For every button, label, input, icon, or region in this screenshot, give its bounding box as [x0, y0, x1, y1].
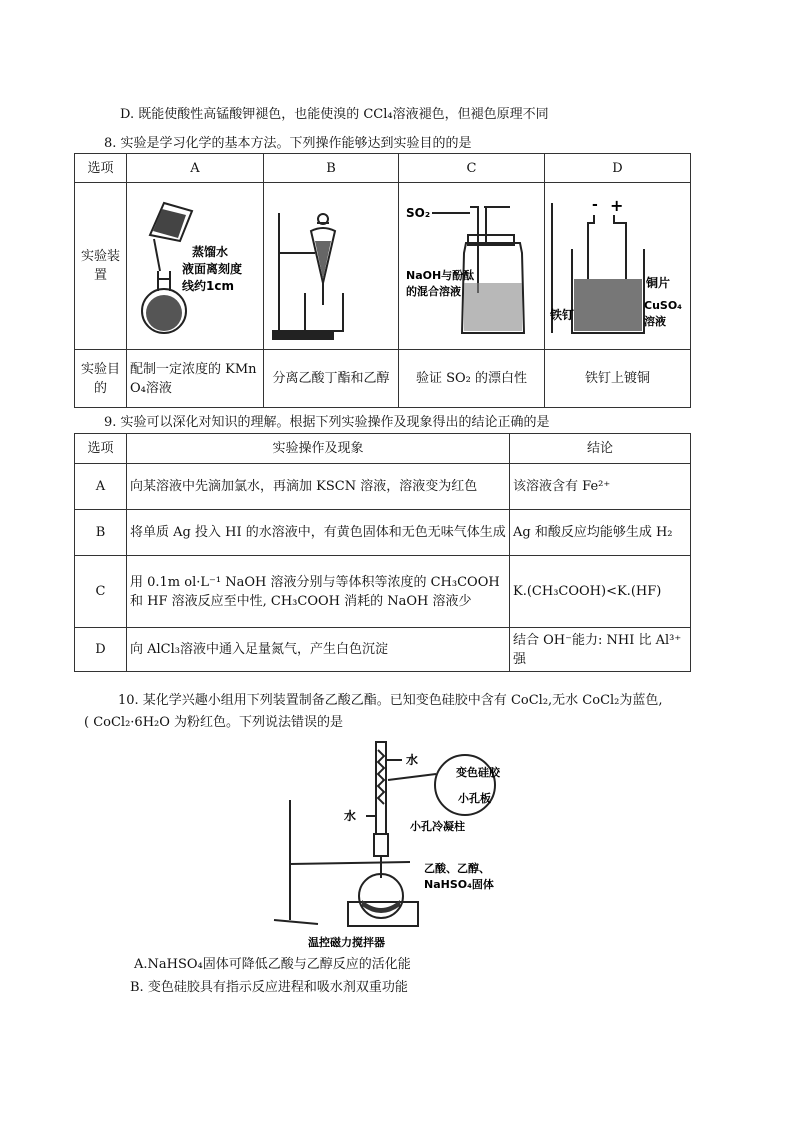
- fig-d-nail: 铁钉: [550, 308, 575, 322]
- fig-a-label-1: 蒸馏水: [192, 245, 229, 259]
- fig-q10-water-in: 水: [344, 809, 357, 823]
- fig-a-label-2: 液面离刻度: [182, 262, 243, 276]
- fig-d-salt: CuSO₄: [644, 299, 682, 312]
- q8-fig-c-cell: [399, 183, 545, 350]
- q9-opt-a: A: [75, 464, 127, 510]
- q9-opt-c: C: [75, 556, 127, 628]
- q8-row-apparatus-label: 实验装置: [75, 183, 127, 350]
- q9-operation-b: 将单质 Ag 投入 HI 的水溶液中，有黄色固体和无色无味气体生成: [127, 510, 510, 556]
- q8-header-c: C: [399, 154, 545, 183]
- fig-q10-water-out: 水: [406, 753, 419, 767]
- volumetric-flask-figure: [130, 183, 260, 343]
- table-row: [75, 510, 691, 556]
- q8-stem: 8. 实验是学习化学的基本方法。下列操作能够达到实验目的的是: [104, 136, 472, 151]
- q10-stem-line-1: 10. 某化学兴趣小组用下列装置制备乙酸乙酯。已知变色硅胶中含有 CoCl₂,无水 CoCl₂为蓝色,: [118, 693, 663, 708]
- fig-q10-reagents-2: NaHSO₄固体: [424, 878, 494, 891]
- q9-conclusion-b: Ag 和酸反应均能够生成 H₂: [510, 510, 691, 556]
- q9-operation-c: 用 0.1m ol·L⁻¹ NaOH 溶液分别与等体积等浓度的 CH₃COOH 和 HF 溶液反应至中性, CH₃COOH 消耗的 NaOH 溶液少: [127, 556, 510, 628]
- fig-d-minus: -: [592, 197, 598, 213]
- fig-q10-plate: 小孔板: [458, 792, 491, 805]
- q8-purpose-d: 铁钉上镀铜: [545, 350, 691, 408]
- q8-table: [74, 153, 691, 408]
- q8-fig-a-cell: [127, 183, 264, 350]
- q10-option-b: B. 变色硅胶具有指示反应进程和吸水剂双重功能: [130, 980, 408, 995]
- q9-table: [74, 433, 691, 672]
- q9-header-operation: 实验操作及现象: [127, 434, 510, 464]
- q8-header-d: D: [545, 154, 691, 183]
- q9-opt-b: B: [75, 510, 127, 556]
- q8-purpose-c: 验证 SO₂ 的漂白性: [399, 350, 545, 408]
- table-row: [75, 556, 691, 628]
- fig-q10-stirrer: 温控磁力搅拌器: [308, 936, 385, 949]
- q8-fig-d-cell: [545, 183, 691, 350]
- q8-row-purpose-label: 实验目的: [75, 350, 127, 408]
- q8-purpose-a: 配制一定浓度的 KMnO₄溶液: [127, 350, 264, 408]
- fig-c-gas: SO₂: [406, 206, 431, 220]
- table-row: [75, 628, 691, 672]
- electroplating-figure: [548, 183, 688, 343]
- fig-d-salt-2: 溶液: [644, 315, 666, 328]
- q9-opt-d: D: [75, 628, 127, 672]
- q7-option-d: D. 既能使酸性高锰酸钾褪色，也能使溴的 CCl₄溶液褪色，但褪色原理不同: [120, 107, 549, 122]
- fig-q10-gel: 变色硅胶: [456, 766, 500, 779]
- gas-wash-bottle-figure: [402, 183, 542, 343]
- q9-conclusion-a: 该溶液含有 Fe²⁺: [510, 464, 691, 510]
- fig-q10-column: 小孔冷凝柱: [410, 820, 465, 833]
- fig-d-copper: 铜片: [646, 276, 671, 290]
- fig-c-label-2: 的混合溶液: [406, 285, 461, 298]
- esterification-apparatus-figure: [270, 730, 530, 955]
- fig-q10-reagents-1: 乙酸、乙醇、: [424, 862, 490, 875]
- q10-stem-line-2: ( CoCl₂·6H₂O 为粉红色。下列说法错误的是: [84, 715, 344, 730]
- q9-header-conclusion: 结论: [510, 434, 691, 464]
- q9-operation-a: 向某溶液中先滴加氯水，再滴加 KSCN 溶液，溶液变为红色: [127, 464, 510, 510]
- q10-option-a: A.NaHSO₄固体可降低乙酸与乙醇反应的活化能: [134, 957, 411, 972]
- table-row: [75, 464, 691, 510]
- q9-stem: 9. 实验可以深化对知识的理解。根据下列实验操作及现象得出的结论正确的是: [104, 415, 550, 430]
- q9-operation-d: 向 AlCl₃溶液中通入足量氮气，产生白色沉淀: [127, 628, 510, 672]
- q8-header-label: 选项: [75, 154, 127, 183]
- fig-a-label-3: 线约1cm: [182, 279, 234, 293]
- q8-fig-b-cell: [264, 183, 399, 350]
- fig-d-plus: +: [610, 196, 624, 215]
- q8-header-a: A: [127, 154, 264, 183]
- q8-purpose-b: 分离乙酸丁酯和乙醇: [264, 350, 399, 408]
- q8-header-b: B: [264, 154, 399, 183]
- q9-conclusion-d: 结合 OH⁻能力: NHI 比 Al³⁺强: [510, 628, 691, 672]
- fig-c-label-1: NaOH与酚酞: [406, 269, 475, 282]
- q9-header-option: 选项: [75, 434, 127, 464]
- q9-conclusion-c: K.(CH₃COOH)<K.(HF): [510, 556, 691, 628]
- separatory-funnel-figure: [267, 183, 397, 343]
